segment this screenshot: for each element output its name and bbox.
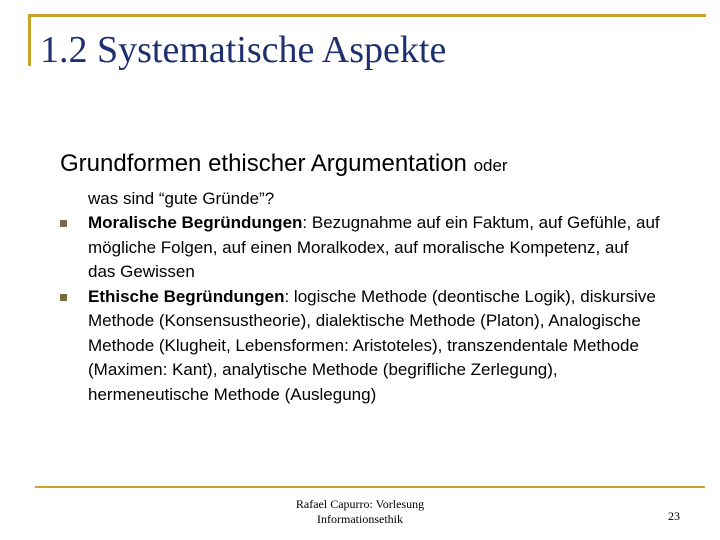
bullet-list bbox=[60, 211, 660, 407]
slide-title: 1.2 Systematische Aspekte bbox=[40, 29, 447, 71]
bullet-term: Moralische Begründungen bbox=[88, 213, 303, 232]
heading-suffix: oder bbox=[473, 156, 508, 175]
footer-course: Informationsethik bbox=[317, 512, 403, 526]
page-number: 23 bbox=[668, 509, 680, 523]
bullet-item-ethisch bbox=[60, 285, 660, 408]
intro-text: was sind “gute Gründe”? bbox=[88, 189, 275, 208]
section-heading bbox=[60, 150, 508, 178]
bullet-term: Ethische Begründungen bbox=[88, 286, 285, 306]
footer-rule bbox=[35, 486, 705, 488]
bullet-item-moral bbox=[60, 211, 660, 285]
square-bullet-icon bbox=[60, 294, 67, 301]
bullet-text: : Bezugnahme auf ein Faktum, auf Gefühle, auf mögliche Folgen, auf einen Moralkodex, auf moralische Kompetenz, auf das Gewissen bbox=[88, 213, 660, 281]
bullet-text: : logische Methode (deontische Logik), diskursive Methode (Konsensustheorie), dialektische Methode (Platon), Analogische Methode (Klugheit, Lebensformen: Aristoteles), transzendentale Methode (Maximen: Kant), analytische Methode (begrifliche Zerlegung), hermeneutische Methode (Auslegung) bbox=[88, 286, 656, 404]
heading-main: Grundformen ethischer Argumentation bbox=[60, 150, 467, 177]
square-bullet-icon bbox=[60, 220, 67, 227]
top-rule bbox=[28, 14, 706, 17]
footer-author: Rafael Capurro: Vorlesung bbox=[295, 497, 425, 511]
left-rule bbox=[28, 14, 31, 66]
footer-credit bbox=[260, 497, 460, 527]
